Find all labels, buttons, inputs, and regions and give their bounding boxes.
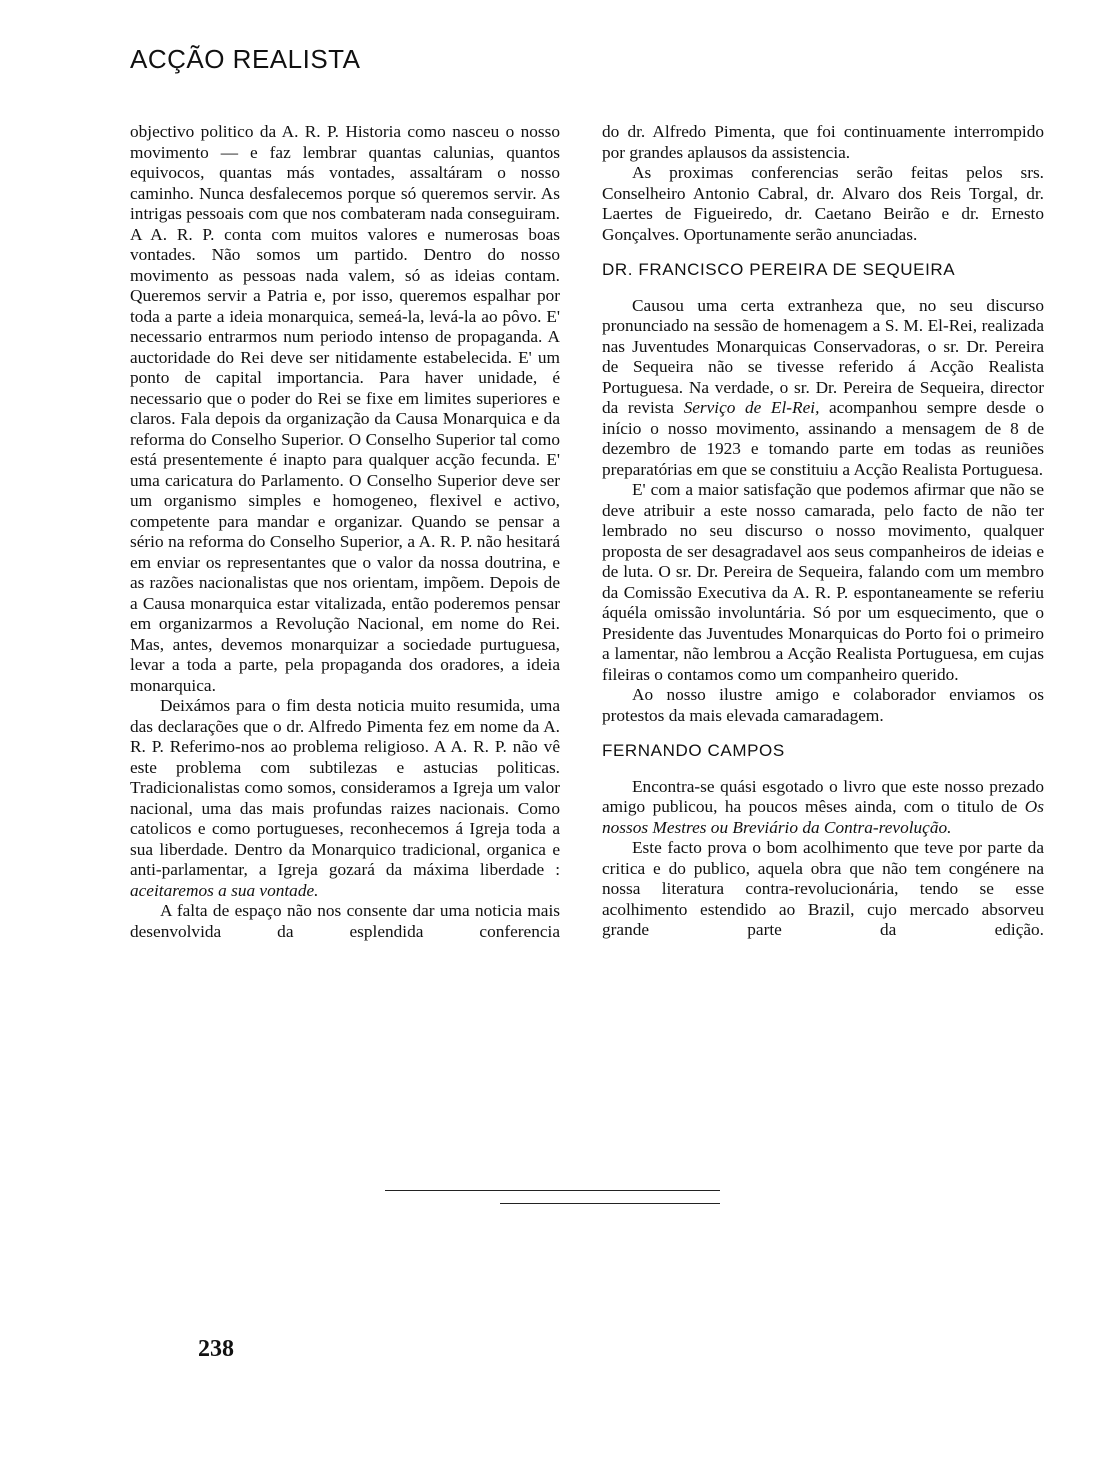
left-paragraph-2-text: Deixámos para o fim desta noticia muito resumida, uma das declarações que o dr. Alfredo Pimenta fez em nome da A. R. P. Referimo-nos ao problema religioso. A A. R. P. não vê este problema com subtilezas e astucias politicas. Tradicionalistas como somos, consideramos a Igreja um valor nacional, uma das mais profundas raizes nacionais. Como catolicos e como portugueses, reconhecemos á Igreja toda a sua liberdade. Dentro da Monarquico tradicional, organica e anti-parlamentar, a Igreja gozará da máxima liberdade :: [130, 696, 560, 879]
sequeira-paragraph-1-after: acompanhou sempre desde o início o nosso movimento, assinando a mensagem de 8 de dezembro de 1923 e tomando parte em todas as reuniões preparatórias em que se constituiu a Acção Realista Portuguesa.: [602, 398, 1044, 479]
sequeira-paragraph-1-emphasis: Serviço de El-Rei,: [683, 398, 820, 417]
campos-paragraph-1-before: Encontra-se quási esgotado o livro que este nosso prezado amigo publicou, ha poucos mêses ainda, com o titulo de: [602, 776, 1044, 816]
left-paragraph-3: A falta de espaço não nos consente dar uma noticia mais desenvolvida da esplendida conferencia: [130, 901, 560, 941]
right-column: [602, 122, 1044, 941]
left-paragraph-1: objectivo politico da A. R. P. Historia como nasceu o nosso movimento — e faz lembrar quantas calunias, quantos equivocos, quantas más vontades, assaltáram o nosso caminho. Nunca desfalecemos porque só queremos servir. As intrigas pessoais com que nos combateram nada conseguiram. A A. R. P. conta com muitos valores e numerosas boas vontades. Não somos um partido. Dentro do nosso movimento as pessoas nada valem, só as ideias contam. Queremos servir a Patria e, por isso, queremos espalhar por toda a parte a ideia monarquica, semeá-la, levá-la ao pôvo. E' necessario entrarmos num periodo intenso de propaganda. A auctoridade do Rei deve ser nitidamente estabelecida. E' um ponto de capital importancia. Para haver unidade, é necessario que o poder do Rei se fixe em limites superiores e claros. Fala depois da organização da Causa Monarquica e da reforma do Conselho Superior. O Conselho Superior tal como está presentemente é inapto para qualquer acção fecunda. E' uma caricatura do Parlamento. O Conselho Superior deve ser um organismo simples e homogeneo, flexivel e activo, competente para mandar e organizar. Quando se pensar a sério na reforma do Conselho Superior, a A. R. P. não hesitará em enviar os representantes que o valor da nossa doutrina, e as razões nacionalistas que nos orientam, impõem. Depois de a Causa monarquica estar vitalizada, então poderemos pensar em organizarmos a Revolução Nacional, em nome do Rei. Mas, antes, devemos monarquizar a sociedade purtuguesa, levar a toda a parte, pela propaganda dos oradores, a ideia monarquica.: [130, 122, 560, 695]
section-heading-campos: FERNANDO CAMPOS: [602, 741, 785, 760]
page-number: 238: [198, 1336, 234, 1362]
divider-rule: [385, 1190, 720, 1191]
sequeira-paragraph-3: Ao nosso ilustre amigo e colaborador enviamos os protestos da mais elevada camaradagem.: [602, 685, 1044, 725]
sequeira-paragraph-2: E' com a maior satisfação que podemos afirmar que não se deve atribuir a este nosso camarada, pelo facto de não ter lembrado no seu discurso o nosso movimento, qualquer proposta de ser desagradavel aos seus companheiros de ideias e de luta. O sr. Dr. Pereira de Sequeira, falando com um membro da Comissão Executiva da A. R. P. espontaneamente se referiu áquéla omissão involuntária. Só por um esquecimento, que o Presidente das Juventudes Monarquicas do Porto foi o primeiro a lamentar, não lembrou a Acção Realista Portuguesa, em cujas fileiras o contamos como um companheiro querido.: [602, 480, 1044, 684]
divider-rule-short: [500, 1203, 720, 1204]
campos-paragraph-1: [602, 777, 1044, 839]
campos-paragraph-1-emphasis: Os nossos Mestres ou Breviário da Contra-revolução.: [602, 797, 1044, 837]
page-title: ACÇÃO REALISTA: [130, 44, 361, 74]
campos-paragraph-2: Este facto prova o bom acolhimento que teve por parte da critica e do publico, aquela obra que não tem congénere na nossa literatura contra-revolucionária, tendo se esse acolhimento estendido ao Brazil, cujo mercado absorveu grande parte da edição.: [602, 838, 1044, 939]
left-column: [130, 122, 560, 942]
left-paragraph-2-emphasis: aceitaremos a sua vontade.: [130, 880, 319, 900]
left-paragraph-2: [130, 696, 560, 901]
right-paragraph-2: As proximas conferencias serão feitas pelos srs. Conselheiro Antonio Cabral, dr. Alvaro dos Reis Torgal, dr. Laertes de Figueiredo, dr. Caetano Beirão e dr. Ernesto Gonçalves. Oportunamente serão anunciadas.: [602, 163, 1044, 244]
sequeira-paragraph-1-before: Causou uma certa extranheza que, no seu discurso pronunciado na sessão de homenagem a S. M. El-Rei, realizada nas Juventudes Monarquicas Conservadoras, o sr. Dr. Pereira de Sequeira não se tivesse referido á Acção Realista Portuguesa. Na verdade, o sr. Dr. Pereira de Sequeira, director da revista: [602, 295, 1044, 417]
right-paragraph-1: do dr. Alfredo Pimenta, que foi continuamente interrompido por grandes aplausos da assistencia.: [602, 122, 1044, 162]
sequeira-paragraph-1: [602, 296, 1044, 481]
section-heading-sequeira: DR. FRANCISCO PEREIRA DE SEQUEIRA: [602, 260, 956, 279]
